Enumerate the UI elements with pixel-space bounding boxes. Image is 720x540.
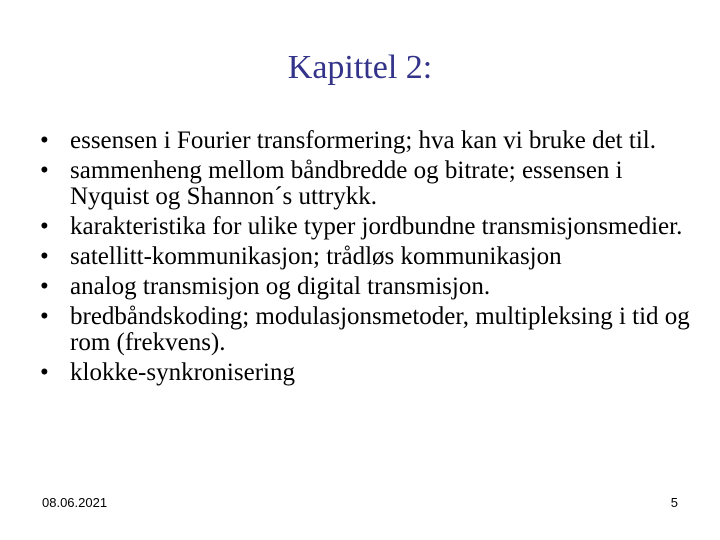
bullet-glyph: • [40,359,49,386]
bullet-text: sammenheng mellom båndbredde og bitrate; essensen i Nyquist og Shannon´s uttrykk. [70,157,623,210]
footer-date: 08.06.2021 [42,495,108,510]
footer-page-number: 5 [670,495,678,510]
bullet-item [40,304,690,356]
bullet-glyph: • [40,303,49,330]
bullet-text: klokke-synkronisering [70,359,295,386]
bullet-item [40,244,690,270]
bullet-glyph: • [40,127,49,154]
bullet-glyph: • [40,243,49,270]
bullet-item [40,360,690,386]
bullet-text: essensen i Fourier transformering; hva kan vi bruke det til. [70,127,656,154]
bullet-list [40,128,690,390]
bullet-glyph: • [40,273,49,300]
bullet-text: karakteristika for ulike typer jordbundne transmisjonsmedier. [70,213,683,240]
bullet-item [40,274,690,300]
slide-title: Kapittel 2: [287,49,433,86]
bullet-text: analog transmisjon og digital transmisjon. [70,273,491,300]
bullet-text: bredbåndskoding; modulasjonsmetoder, multipleksing i tid og rom (frekvens). [70,303,690,356]
bullet-item [40,128,690,154]
bullet-text: satellitt-kommunikasjon; trådløs kommunikasjon [70,243,562,270]
bullet-item [40,214,690,240]
bullet-item [40,158,690,210]
bullet-glyph: • [40,157,49,184]
bullet-glyph: • [40,213,49,240]
